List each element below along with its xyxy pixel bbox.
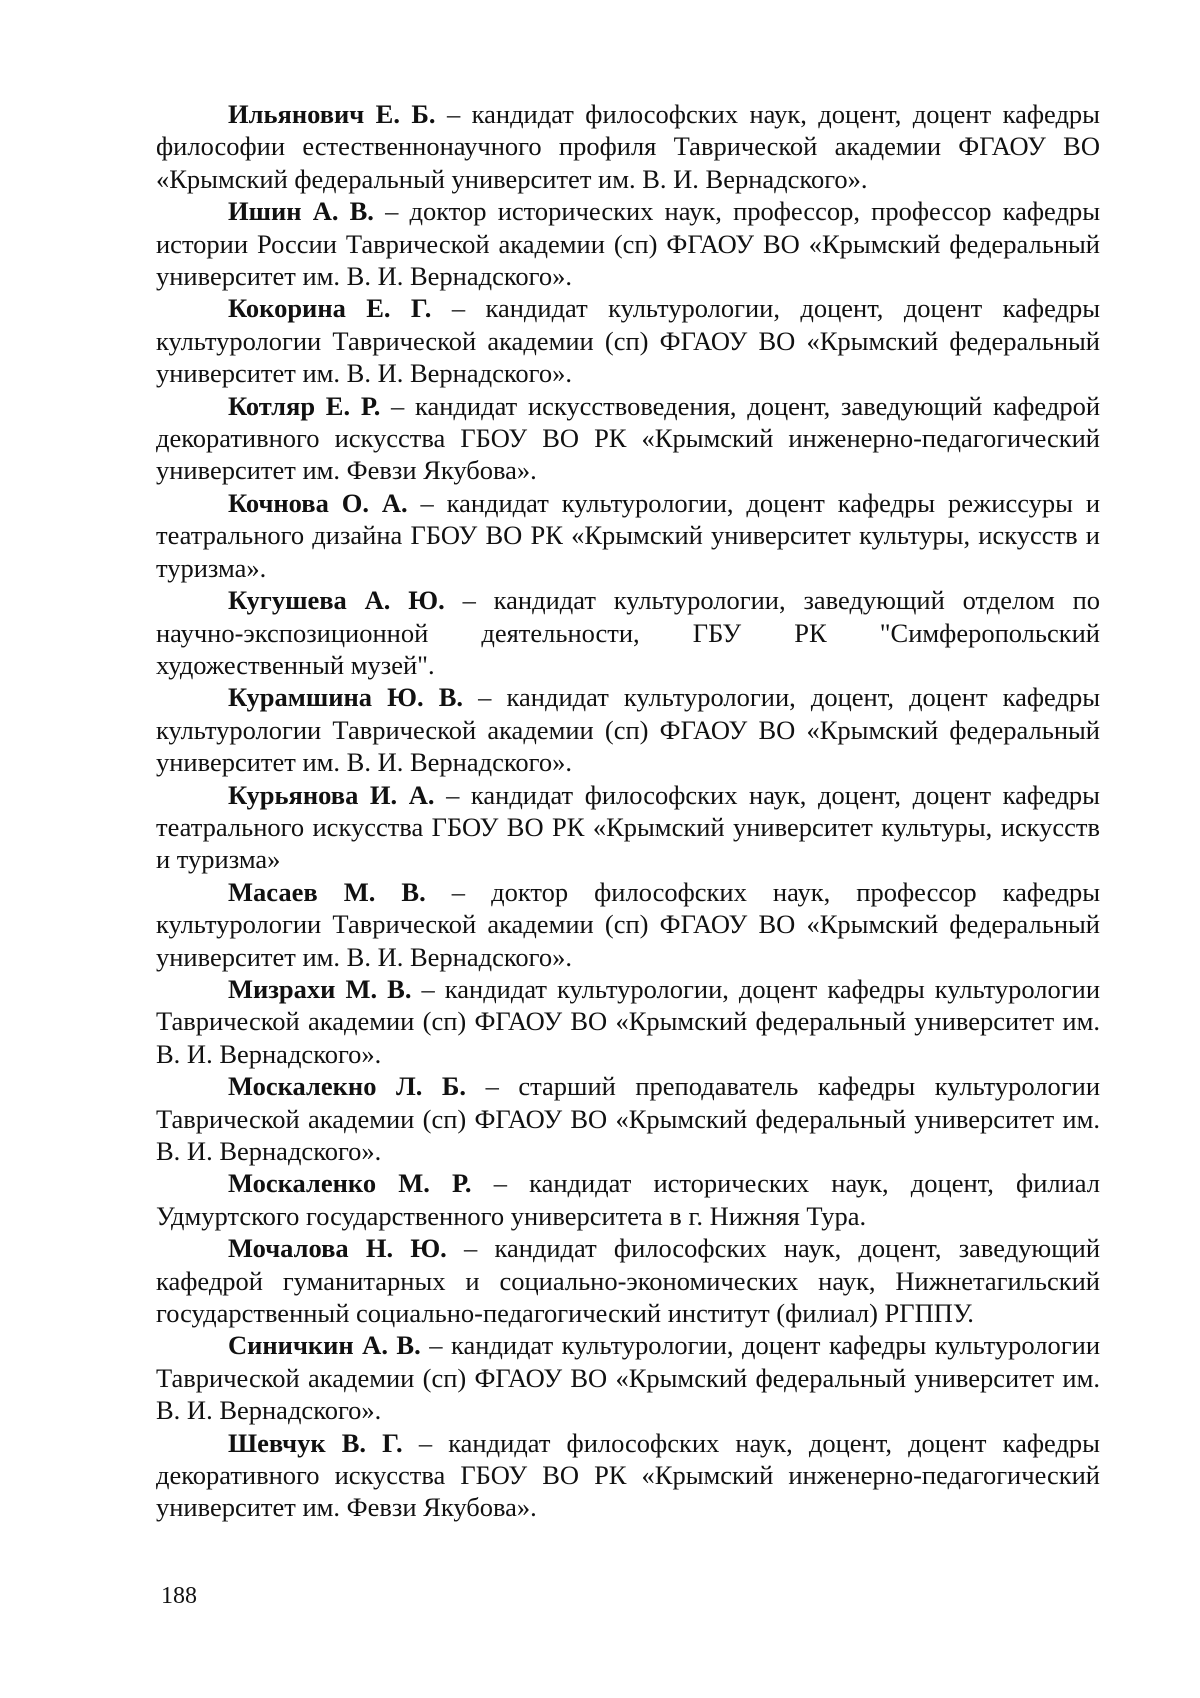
- author-entry: [156, 973, 1100, 1070]
- author-description: – кандидат культурологии, доцент, доцент кафедры культурологии Таврической академии (сп) ФГАОУ ВО «Крымский федеральный университет им. В. И. Вернадского».: [156, 293, 1101, 389]
- author-name: Кугушева А. Ю.: [228, 585, 445, 616]
- author-name: Ишин А. В.: [228, 196, 374, 227]
- author-entry: [156, 487, 1100, 584]
- author-name: Курьянова И. А.: [228, 779, 435, 810]
- author-name: Мочалова Н. Ю.: [228, 1233, 447, 1264]
- author-name: Ильянович Е. Б.: [228, 99, 436, 129]
- author-entry: [156, 195, 1100, 292]
- author-name: Мизрахи М. В.: [228, 973, 412, 1004]
- author-description: – кандидат философских наук, доцент, заведующий кафедрой гуманитарных и социально-экономических наук, Нижнетагильский государственный социально-педагогический институт (филиал) РГППУ.: [156, 1233, 1100, 1329]
- author-name: Москалекно Л. Б.: [228, 1071, 467, 1102]
- author-entry: [156, 1070, 1100, 1167]
- author-name: Котляр Е. Р.: [228, 390, 381, 421]
- author-description: – доктор философских наук, профессор кафедры культурологии Таврической академии (сп) ФГАОУ ВО «Крымский федеральный университет им. В. И. Вернадского».: [156, 876, 1101, 972]
- author-name: Масаев М. В.: [228, 876, 426, 907]
- author-description: – кандидат философских наук, доцент, доцент кафедры философии естественнонаучного профиля Таврической академии ФГАОУ ВО «Крымский федеральный университет им. В. И. Вернадского».: [156, 99, 1100, 194]
- author-entry: [156, 1232, 1100, 1329]
- author-description: – кандидат философских наук, доцент, доцент кафедры театрального искусства ГБОУ ВО РК «Крымский университет культуры, искусств и туризма»: [156, 779, 1100, 875]
- author-name: Москаленко М. Р.: [228, 1168, 472, 1199]
- author-description: – кандидат философских наук, доцент, доцент кафедры декоративного искусства ГБОУ ВО РК «Крымский инженерно-педагогический университет им. Февзи Якубова».: [156, 1427, 1100, 1523]
- author-name: Курамшина Ю. В.: [228, 682, 464, 713]
- author-description: – кандидат культурологии, доцент кафедры культурологии Таврической академии (сп) ФГАОУ ВО «Крымский федеральный университет им. В. И. Вернадского».: [156, 973, 1101, 1069]
- page-number: 188: [161, 1583, 197, 1609]
- author-entry: [156, 1329, 1100, 1426]
- author-description: – доктор исторических наук, профессор, профессор кафедры истории России Таврической академии (сп) ФГАОУ ВО «Крымский федеральный университет им. В. И. Вернадского».: [156, 196, 1101, 292]
- author-entry: [156, 292, 1100, 389]
- author-entry: [156, 584, 1100, 681]
- author-description: – старший преподаватель кафедры культурологии Таврической академии (сп) ФГАОУ ВО «Крымский федеральный университет им. В. И. Вернадского».: [156, 1071, 1100, 1166]
- author-description: – кандидат культурологии, доцент кафедры режиссуры и театрального дизайна ГБОУ ВО РК «Крымский университет культуры, искусств и туризма».: [156, 487, 1101, 583]
- author-name: Кочнова О. А.: [228, 487, 408, 518]
- author-description: – кандидат культурологии, доцент, доцент кафедры культурологии Таврической академии (сп) ФГАОУ ВО «Крымский федеральный университет им. В. И. Вернадского».: [156, 682, 1101, 778]
- author-name: Шевчук В. Г.: [228, 1427, 403, 1458]
- author-name: Синичкин А. В.: [228, 1330, 421, 1361]
- author-entry: [156, 1427, 1100, 1524]
- author-description: – кандидат культурологии, доцент кафедры культурологии Таврической академии (сп) ФГАОУ ВО «Крымский федеральный университет им. В. И. Вернадского».: [156, 1330, 1101, 1426]
- author-entry: [156, 390, 1100, 487]
- author-list: [156, 98, 1100, 1524]
- author-entry: [156, 1167, 1100, 1232]
- author-entry: [156, 876, 1100, 973]
- author-entry: [156, 681, 1100, 778]
- author-description: – кандидат культурологии, заведующий отделом по научно-экспозиционной деятельности, ГБУ РК "Симферопольский художественный музей".: [156, 585, 1101, 680]
- author-entry: [156, 98, 1100, 195]
- author-description: – кандидат исторических наук, доцент, филиал Удмуртского государственного университета в г. Нижняя Тура.: [156, 1168, 1101, 1231]
- author-entry: [156, 779, 1100, 876]
- author-description: – кандидат искусствоведения, доцент, заведующий кафедрой декоративного искусства ГБОУ ВО РК «Крымский инженерно-педагогический университет им. Февзи Якубова».: [156, 390, 1100, 486]
- author-name: Кокорина Е. Г.: [228, 293, 432, 324]
